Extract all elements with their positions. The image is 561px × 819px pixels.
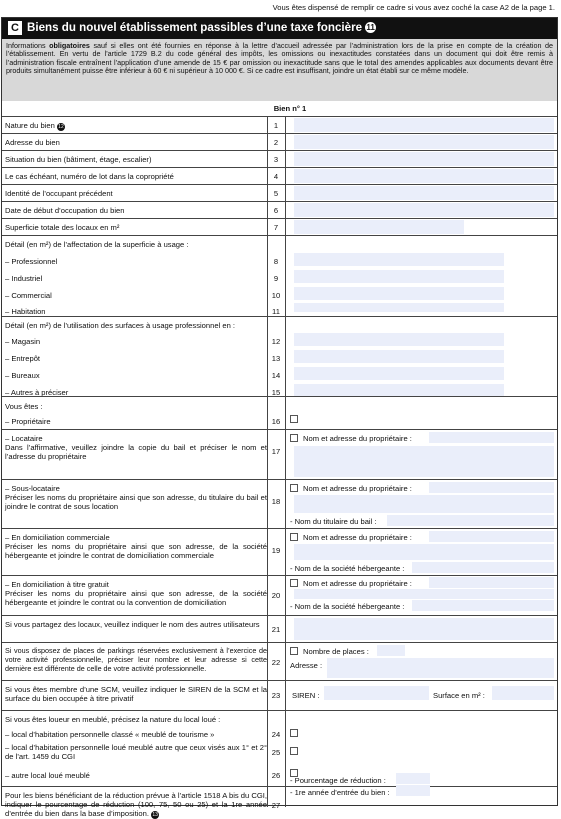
premiere-annee-field[interactable]: [396, 785, 430, 796]
line-num-14: 14: [271, 371, 281, 380]
sous-locataire-title: – Sous-locataire: [5, 484, 60, 493]
domic-grat-title: – En domiciliation à titre gratuit: [5, 580, 109, 589]
siren-label: SIREN :: [292, 691, 320, 700]
locataire-proprietaire-field[interactable]: [429, 432, 554, 443]
meuble-habitation-label: – local d’habitation personnelle loué meublé autre que ceux visés aux 1° et 2° de l’art. 1459 du CGI: [5, 743, 267, 762]
line-num-19: 19: [271, 546, 281, 555]
row-locataire: [2, 429, 557, 479]
info-text-2: sauf si elles ont été fournies en réponse à la lettre d’accueil adressée par l’administration lors de la prise en compte de la création de l’établissement. En vertu de l’article 1729 B.2 du code général des impôts, les omissions ou inexactitudes constatées dans un document qui doit être remis à l’administration fiscale entraînent l’application d’une amende de 15 € par omission ou inexactitude sans que le total des amendes applicables aux documents devant être produits simultanément puisse être inférieur à 60 € ni supérieur à 10 000 €. Si ce cadre est insuffisant, joindre un état établi sur ce même modèle.: [6, 41, 554, 76]
reduction-label: Pour les biens bénéficiant de la réduction prévue à l’article 1518 A bis du CGI, indiquer le pourcentage de réduction (100, 75, 50 ou 25) et la 1re année d’entrée du bien dans la base d’imposition.: [5, 791, 267, 819]
parking-adresse-label: Adresse :: [290, 661, 323, 670]
domic-comm-hebergeante-label: - Nom de la société hébergeante :: [290, 564, 405, 573]
utilisation-bureaux-label: – Bureaux: [5, 371, 40, 380]
group-meuble: [2, 710, 557, 782]
field-adresse[interactable]: [294, 135, 554, 149]
meuble-tourisme-label: – local d’habitation personnelle classé « meublé de tourisme »: [5, 730, 215, 739]
note-12-icon: 12: [58, 124, 64, 130]
line-num-4: 4: [273, 172, 279, 181]
proprietaire-checkbox[interactable]: [290, 415, 298, 423]
info-box: [2, 39, 557, 101]
lot-label: Le cas échéant, numéro de lot dans la copropriété: [5, 172, 174, 181]
field-superficie[interactable]: [294, 220, 464, 234]
line-num-21: 21: [271, 625, 281, 634]
field-habitation[interactable]: [294, 303, 504, 312]
line-num-1: 1: [273, 121, 279, 130]
sous-locataire-proprietaire-field[interactable]: [429, 482, 554, 493]
domic-comm-title: – En domiciliation commerciale: [5, 533, 110, 542]
section-header: [2, 18, 557, 39]
dispense-note: Vous êtes dispensé de remplir ce cadre si vous avez coché la case A2 de la page 1.: [272, 3, 555, 12]
note-11-icon: 11: [366, 23, 375, 32]
info-bold: obligatoires: [49, 41, 90, 50]
sous-locataire-proprietaire-field-2[interactable]: [294, 495, 554, 513]
row-adresse: [2, 133, 557, 150]
domic-comm-checkbox[interactable]: [290, 533, 298, 541]
siren-field[interactable]: [324, 686, 429, 700]
section-title: [27, 21, 376, 34]
domic-grat-proprietaire-field-2[interactable]: [294, 589, 554, 599]
affectation-commercial-label: – Commercial: [5, 291, 52, 300]
parking-adresse-field[interactable]: [327, 658, 554, 678]
column-header-bien-1: Bien n° 1: [273, 104, 307, 113]
row-partage-locaux: [2, 615, 557, 642]
field-lot[interactable]: [294, 169, 554, 183]
affectation-industriel-label: – Industriel: [5, 274, 43, 283]
info-text-1: Informations: [6, 41, 50, 50]
domic-comm-desc: Préciser les noms du propriétaire ainsi que son adresse, de la société hébergeante et joindre le contrat de domiciliation commerciale: [5, 542, 267, 561]
domic-grat-proprietaire-label: Nom et adresse du propriétaire :: [303, 579, 412, 588]
row-reduction: [2, 786, 557, 819]
line-num-23: 23: [271, 691, 281, 700]
pourcentage-field[interactable]: [396, 773, 430, 784]
meuble-habitation-checkbox[interactable]: [290, 747, 298, 755]
line-num-17: 17: [271, 447, 281, 456]
parkings-label: Si vous disposez de places de parkings réservées exclusivement à l’exercice de votre activité professionnelle, préciser leur nombre et leur adresse si cette dernière est différente de celle de votre activité professionnelle.: [5, 646, 267, 673]
field-entrepot[interactable]: [294, 350, 504, 363]
proprietaire-label: – Propriétaire: [5, 417, 51, 426]
parkings-checkbox[interactable]: [290, 647, 298, 655]
field-situation[interactable]: [294, 152, 554, 166]
section-c-frame: [1, 17, 558, 819]
field-professionnel[interactable]: [294, 253, 504, 266]
line-num-13: 13: [271, 354, 281, 363]
field-commercial[interactable]: [294, 287, 504, 300]
domic-grat-hebergeante-label: - Nom de la société hébergeante :: [290, 602, 405, 611]
utilisation-intro: Détail (en m²) de l’utilisation des surfaces à usage professionnel en :: [5, 321, 236, 330]
line-num-18: 18: [271, 497, 281, 506]
locataire-proprietaire-field-2[interactable]: [294, 446, 554, 477]
locataire-checkbox[interactable]: [290, 434, 298, 442]
field-occupant[interactable]: [294, 186, 554, 200]
field-industriel[interactable]: [294, 270, 504, 283]
note-13-icon: 13: [152, 812, 158, 819]
line-num-20: 20: [271, 591, 281, 600]
group-vous-etes: [2, 396, 557, 429]
field-autres[interactable]: [294, 384, 504, 396]
line-num-27: 27: [271, 801, 281, 810]
row-scm: [2, 680, 557, 710]
line-num-11: 11: [272, 307, 280, 316]
nombre-places-label: Nombre de places :: [303, 647, 369, 656]
domic-comm-proprietaire-field[interactable]: [429, 531, 554, 542]
utilisation-magasin-label: – Magasin: [5, 337, 41, 346]
line-num-8: 8: [273, 257, 279, 266]
vous-etes-intro: Vous êtes :: [5, 402, 43, 411]
sous-locataire-proprietaire-label: Nom et adresse du propriétaire :: [303, 484, 412, 493]
date-debut-label: Date de début d’occupation du bien: [5, 206, 125, 215]
locataire-title: – Locataire: [5, 434, 43, 443]
meuble-tourisme-checkbox[interactable]: [290, 729, 298, 737]
surface-label: Surface en m² :: [433, 691, 485, 700]
row-superficie: [2, 218, 557, 235]
titulaire-bail-field[interactable]: [387, 515, 554, 526]
titulaire-bail-label: - Nom du titulaire du bail :: [290, 517, 377, 526]
field-bureaux[interactable]: [294, 367, 504, 380]
field-nature-bien[interactable]: [294, 118, 554, 132]
scm-label: Si vous êtes membre d’une SCM, veuillez indiquer le SIREN de la SCM et la surface du bien occupée à titre privatif: [5, 685, 267, 704]
line-num-25: 25: [271, 748, 281, 757]
nature-label: Nature du bien: [5, 121, 55, 130]
adresse-label: Adresse du bien: [5, 138, 60, 147]
row-parkings: [2, 642, 557, 680]
field-date-debut[interactable]: [294, 203, 554, 217]
situation-label: Situation du bien (bâtiment, étage, escalier): [5, 155, 152, 164]
line-num-22: 22: [271, 658, 281, 667]
affectation-habitation-label: – Habitation: [5, 307, 46, 316]
line-num-15: 15: [271, 388, 281, 397]
row-situation: [2, 150, 557, 167]
meuble-intro: Si vous êtes loueur en meublé, précisez la nature du local loué :: [5, 715, 221, 724]
row-domiciliation-commerciale: [2, 528, 557, 575]
group-affectation: [2, 235, 557, 316]
row-nature-bien: [2, 116, 557, 133]
line-num-6: 6: [273, 206, 279, 215]
field-partage-locaux[interactable]: [294, 618, 554, 640]
domic-comm-proprietaire-label: Nom et adresse du propriétaire :: [303, 533, 412, 542]
line-num-9: 9: [273, 274, 279, 283]
locataire-desc: Dans l’affirmative, veuillez joindre la copie du bail et préciser le nom et l’adresse du propriétaire: [5, 443, 267, 462]
field-magasin[interactable]: [294, 333, 504, 346]
line-num-5: 5: [273, 189, 279, 198]
occupant-label: Identité de l’occupant précédent: [5, 189, 113, 198]
section-letter: C: [8, 21, 22, 35]
premiere-annee-label: - 1re année d’entrée du bien :: [290, 788, 390, 797]
row-domiciliation-gratuit: [2, 575, 557, 613]
utilisation-autres-label: – Autres à préciser: [5, 388, 69, 397]
line-num-24: 24: [271, 730, 281, 739]
row-lot: [2, 167, 557, 184]
meuble-autre-label: – autre local loué meublé: [5, 771, 90, 780]
affectation-intro: Détail (en m²) de l’affectation de la superficie à usage :: [5, 240, 189, 249]
line-num-7: 7: [273, 223, 279, 232]
line-num-10: 10: [271, 291, 281, 300]
partage-label: Si vous partagez des locaux, veuillez indiquer le nom des autres utilisateurs: [5, 620, 260, 629]
domic-grat-hebergeante-field[interactable]: [412, 600, 554, 611]
line-num-16: 16: [271, 417, 281, 426]
pourcentage-label: - Pourcentage de réduction :: [290, 776, 386, 785]
domic-comm-proprietaire-field-2[interactable]: [294, 544, 554, 560]
locataire-proprietaire-label: Nom et adresse du propriétaire :: [303, 434, 412, 443]
row-sous-locataire: [2, 479, 557, 528]
line-num-2: 2: [273, 138, 279, 147]
domic-grat-desc: Préciser les noms du propriétaire ainsi que son adresse, de la société hébergeante et joindre le contrat ou la convention de domiciliation: [5, 589, 267, 608]
affectation-professionnel-label: – Professionnel: [5, 257, 58, 266]
domic-comm-hebergeante-field[interactable]: [412, 562, 554, 573]
line-num-12: 12: [271, 337, 281, 346]
row-occupant: [2, 184, 557, 201]
surface-field[interactable]: [492, 686, 554, 700]
sous-locataire-checkbox[interactable]: [290, 484, 298, 492]
group-utilisation: [2, 316, 557, 396]
superficie-label: Superficie totale des locaux en m²: [5, 223, 120, 232]
row-date-debut: [2, 201, 557, 218]
sous-locataire-desc: Préciser les noms du propriétaire ainsi que son adresse, du titulaire du bail et joindre le contrat de sous location: [5, 493, 267, 512]
line-num-3: 3: [273, 155, 279, 164]
section-title-text: Biens du nouvel établissement passibles d’une taxe foncière: [27, 21, 363, 34]
nombre-places-field[interactable]: [377, 645, 405, 656]
domic-grat-proprietaire-field[interactable]: [429, 577, 554, 588]
domic-grat-checkbox[interactable]: [290, 579, 298, 587]
line-num-26: 26: [271, 771, 281, 780]
utilisation-entrepot-label: – Entrepôt: [5, 354, 41, 363]
